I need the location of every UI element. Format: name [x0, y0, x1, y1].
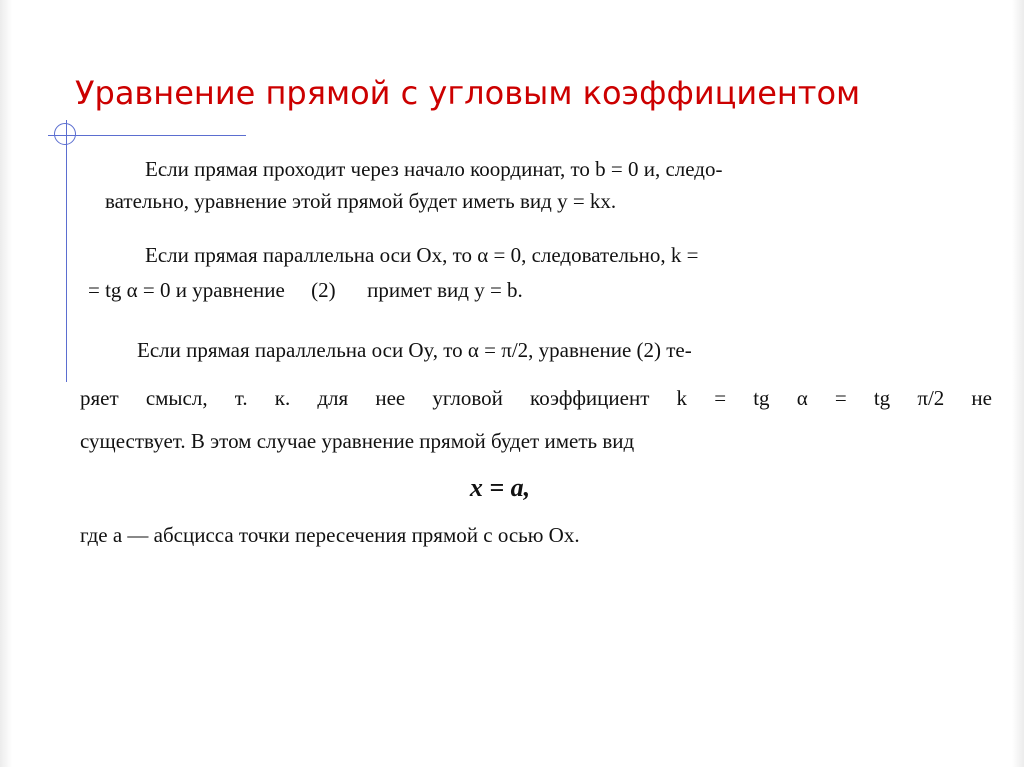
paragraph-2-line-2: = tg α = 0 и уравнение (2) примет вид y = b. — [88, 278, 523, 302]
paragraph-3-line-1: Если прямая параллельна оси Oy, то α = π/2, уравнение (2) те- — [137, 338, 692, 362]
paragraph-3-line-3: существует. В этом случае уравнение прямой будет иметь вид — [80, 429, 635, 453]
paragraph-1-line-2: вательно, уравнение этой прямой будет иметь вид y = kx. — [105, 189, 617, 213]
paragraph-2-line-1: Если прямая параллельна оси Ox, то α = 0, следовательно, k = — [145, 243, 699, 267]
slide-title: Уравнение прямой с угловым коэффициентом — [75, 74, 861, 112]
decor-horizontal-line — [48, 135, 246, 136]
decor-circle — [54, 123, 76, 145]
formula-x-equals-a: x = a, — [469, 473, 531, 502]
paragraph-3-line-2: ряет смысл, т. к. для нее угловой коэффициент k = tg α = tg π/2 не — [80, 386, 992, 410]
closing-line: где a — абсцисса точки пересечения прямой с осью Ox. — [80, 523, 580, 547]
slide-right-edge — [1012, 0, 1024, 767]
paragraph-1-line-1: Если прямая проходит через начало координат, то b = 0 и, следо- — [145, 157, 723, 181]
slide-left-edge — [0, 0, 12, 767]
decor-vertical-line — [66, 120, 67, 382]
